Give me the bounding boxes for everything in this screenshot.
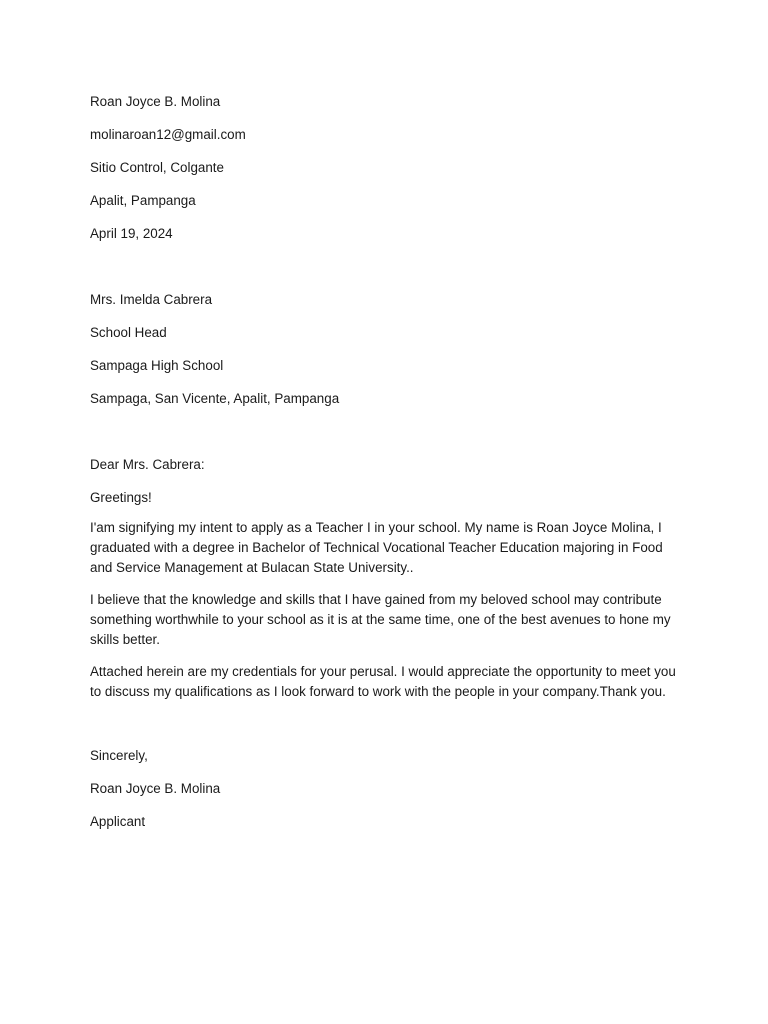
spacer <box>90 258 690 291</box>
signature-name: Roan Joyce B. Molina <box>90 781 221 796</box>
letter-body <box>90 456 690 702</box>
sender-address-line1: Sitio Control, Colgante <box>90 160 224 175</box>
greeting: Greetings! <box>90 490 152 505</box>
body-paragraph-2: I believe that the knowledge and skills that I have gained from my beloved school may contribute something worthwhile to your school as it is at the same time, one of the best avenues to hone my skills better. <box>90 592 671 647</box>
letter-date: April 19, 2024 <box>90 226 173 241</box>
sender-email: molinaroan12@gmail.com <box>90 127 246 142</box>
recipient-title: School Head <box>90 325 167 340</box>
complimentary-close: Sincerely, <box>90 748 148 763</box>
salutation: Dear Mrs. Cabrera: <box>90 457 205 472</box>
recipient-name: Mrs. Imelda Cabrera <box>90 292 213 307</box>
sender-address-line2: Apalit, Pampanga <box>90 193 196 208</box>
cover-letter <box>90 93 690 846</box>
recipient-school: Sampaga High School <box>90 358 224 373</box>
body-paragraph-3: Attached herein are my credentials for your perusal. I would appreciate the opportunity to meet you to discuss my qualifications as I look forward to work with the people in your company.Thank you. <box>90 664 676 699</box>
spacer <box>90 423 690 456</box>
closing-block <box>90 747 690 831</box>
sender-block <box>90 93 690 243</box>
sender-name: Roan Joyce B. Molina <box>90 94 221 109</box>
spacer <box>90 714 690 747</box>
recipient-address: Sampaga, San Vicente, Apalit, Pampanga <box>90 391 340 406</box>
signature-role: Applicant <box>90 814 146 829</box>
body-paragraph-1: I'am signifying my intent to apply as a Teacher I in your school. My name is Roan Joyce Molina, I graduated with a degree in Bachelor of Technical Vocational Teacher Education majoring in Food and Service Management at Bulacan State University.. <box>90 520 663 575</box>
recipient-block <box>90 291 690 408</box>
